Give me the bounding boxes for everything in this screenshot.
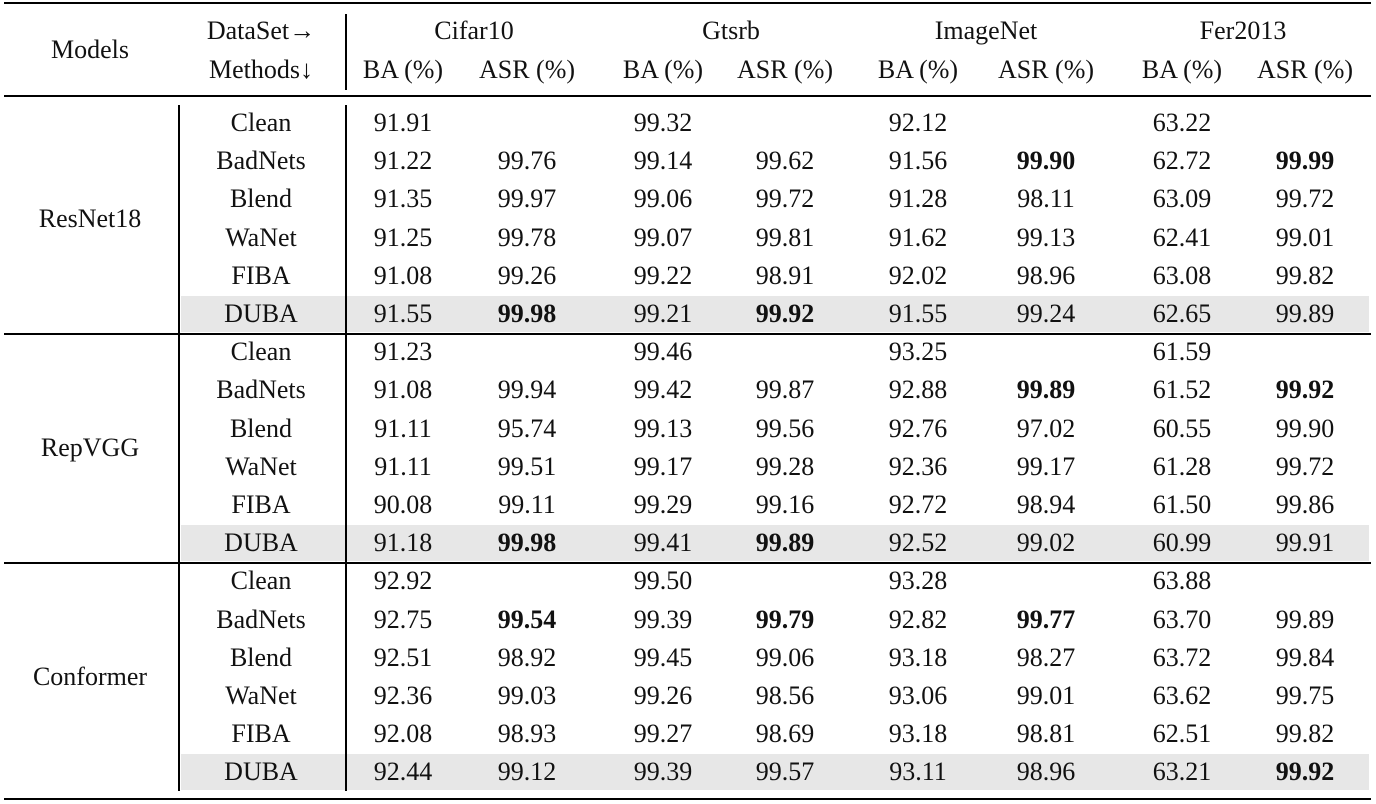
asr-value: 99.82	[1275, 719, 1335, 749]
group-separator	[4, 562, 1371, 564]
ba-value: 99.45	[633, 642, 693, 672]
asr-value: 99.54	[497, 604, 557, 634]
method-name: Clean	[230, 337, 292, 367]
ba-value: 93.28	[888, 566, 948, 596]
ba-value: 99.27	[633, 719, 693, 749]
asr-value: 99.90	[1016, 146, 1076, 176]
ba-value: 62.51	[1152, 719, 1212, 749]
asr-column-header: ASR (%)	[736, 55, 834, 84]
ba-value: 99.26	[633, 681, 693, 710]
ba-value: 99.39	[633, 757, 693, 787]
asr-value: 99.28	[755, 451, 815, 481]
ba-column-header: BA (%)	[877, 55, 959, 84]
method-name: FIBA	[231, 719, 291, 749]
asr-value: 99.62	[755, 146, 815, 176]
model-name: RepVGG	[40, 432, 140, 462]
asr-value: 99.72	[1275, 184, 1335, 214]
model-method-vline	[178, 105, 180, 791]
ba-value: 61.59	[1152, 337, 1212, 367]
method-name: BadNets	[216, 604, 306, 634]
method-name: FIBA	[231, 260, 291, 290]
dataset-header: Cifar10	[434, 16, 514, 45]
ba-value: 60.99	[1152, 528, 1212, 558]
model-name: ResNet18	[38, 203, 142, 233]
asr-value: 98.11	[1017, 184, 1075, 214]
method-name: Clean	[230, 566, 292, 596]
model-name: Conformer	[32, 661, 148, 691]
asr-value: 99.94	[497, 375, 557, 405]
asr-value: 99.98	[497, 299, 557, 328]
asr-value: 99.89	[1016, 375, 1076, 405]
asr-value: 99.72	[755, 184, 815, 214]
asr-value: 98.92	[497, 642, 557, 672]
ba-value: 99.06	[633, 184, 693, 214]
asr-value: 99.90	[1275, 413, 1335, 443]
ba-value: 92.08	[373, 719, 433, 749]
ba-value: 99.13	[633, 413, 693, 443]
method-name: Blend	[229, 413, 293, 443]
asr-value: 98.81	[1016, 719, 1076, 749]
ba-value: 99.42	[633, 375, 693, 405]
ba-value: 92.76	[888, 413, 948, 443]
asr-value: 99.99	[1275, 146, 1335, 176]
ba-value: 63.09	[1152, 184, 1212, 214]
asr-value: 99.97	[497, 184, 557, 214]
ba-value: 63.08	[1152, 260, 1212, 290]
asr-value: 99.78	[497, 222, 557, 252]
methods-axis-header: Methods↓	[209, 55, 313, 84]
asr-value: 99.12	[497, 757, 557, 787]
asr-value: 97.02	[1016, 413, 1076, 443]
dataset-header: Gtsrb	[702, 16, 760, 45]
ba-value: 93.18	[888, 642, 948, 672]
method-name: DUBA	[224, 757, 298, 787]
ba-value: 93.06	[888, 681, 948, 710]
asr-value: 99.24	[1016, 299, 1076, 328]
ba-value: 99.14	[633, 146, 693, 176]
method-name: DUBA	[224, 528, 298, 558]
asr-value: 98.96	[1016, 757, 1076, 787]
ba-value: 63.88	[1152, 566, 1212, 596]
asr-value: 95.74	[497, 413, 557, 443]
ba-value: 61.50	[1152, 490, 1212, 519]
header-rule	[4, 95, 1371, 97]
ba-value: 99.50	[633, 566, 693, 596]
asr-value: 98.56	[755, 681, 815, 710]
asr-value: 99.86	[1275, 490, 1335, 519]
asr-value: 99.57	[755, 757, 815, 787]
asr-column-header: ASR (%)	[1256, 55, 1354, 84]
asr-value: 99.75	[1275, 681, 1335, 710]
asr-value: 99.01	[1275, 222, 1335, 252]
ba-value: 62.41	[1152, 222, 1212, 252]
ba-value: 91.18	[373, 528, 433, 558]
ba-value: 92.12	[888, 108, 948, 137]
ba-value: 91.55	[373, 299, 433, 328]
asr-value: 99.81	[755, 222, 815, 252]
ba-value: 62.65	[1152, 299, 1212, 328]
method-name: Blend	[229, 184, 293, 214]
ba-value: 93.25	[888, 337, 948, 367]
ba-value: 92.92	[373, 566, 433, 596]
asr-value: 99.79	[755, 604, 815, 634]
asr-value: 99.13	[1016, 222, 1076, 252]
ba-column-header: BA (%)	[1141, 55, 1223, 84]
asr-column-header: ASR (%)	[478, 55, 576, 84]
ba-value: 92.72	[888, 490, 948, 519]
ba-value: 63.22	[1152, 108, 1212, 137]
asr-value: 99.03	[497, 681, 557, 710]
asr-value: 98.93	[497, 719, 557, 749]
ba-value: 99.32	[633, 108, 693, 137]
asr-value: 98.91	[755, 260, 815, 290]
asr-value: 99.92	[1275, 757, 1335, 787]
ba-value: 92.44	[373, 757, 433, 787]
asr-column-header: ASR (%)	[997, 55, 1095, 84]
ba-value: 92.88	[888, 375, 948, 405]
ba-value: 93.11	[889, 757, 947, 787]
asr-value: 98.69	[755, 719, 815, 749]
models-header: Models	[51, 35, 129, 64]
ba-value: 91.11	[374, 413, 432, 443]
ba-value: 91.22	[373, 146, 433, 176]
dataset-axis-header: DataSet→	[206, 16, 316, 45]
asr-value: 99.89	[755, 528, 815, 558]
asr-value: 98.94	[1016, 490, 1076, 519]
asr-value: 98.96	[1016, 260, 1076, 290]
ba-value: 99.21	[633, 299, 693, 328]
ba-value: 92.36	[373, 681, 433, 710]
asr-value: 99.76	[497, 146, 557, 176]
ba-value: 99.07	[633, 222, 693, 252]
ba-value: 63.21	[1152, 757, 1212, 787]
dataset-header: ImageNet	[934, 16, 1038, 45]
ba-value: 91.23	[373, 337, 433, 367]
asr-value: 99.92	[755, 299, 815, 328]
ba-value: 91.56	[888, 146, 948, 176]
asr-value: 99.98	[497, 528, 557, 558]
ba-value: 93.18	[888, 719, 948, 749]
ba-value: 92.02	[888, 260, 948, 290]
ba-value: 91.25	[373, 222, 433, 252]
ba-value: 92.36	[888, 451, 948, 481]
method-name: FIBA	[231, 490, 291, 519]
ba-column-header: BA (%)	[362, 55, 444, 84]
ba-column-header: BA (%)	[622, 55, 704, 84]
ba-value: 91.08	[373, 375, 433, 405]
asr-value: 99.77	[1016, 604, 1076, 634]
header-vline	[345, 14, 347, 90]
ba-value: 99.46	[633, 337, 693, 367]
ba-value: 92.51	[373, 642, 433, 672]
ba-value: 91.62	[888, 222, 948, 252]
ba-value: 63.72	[1152, 642, 1212, 672]
asr-value: 99.01	[1016, 681, 1076, 710]
asr-value: 99.91	[1275, 528, 1335, 558]
ba-value: 91.55	[888, 299, 948, 328]
ba-value: 91.91	[373, 108, 433, 137]
top-rule	[4, 2, 1371, 4]
ba-value: 61.52	[1152, 375, 1212, 405]
method-name: BadNets	[216, 146, 306, 176]
asr-value: 99.11	[498, 490, 556, 519]
ba-value: 91.11	[374, 451, 432, 481]
asr-value: 99.89	[1275, 604, 1335, 634]
ba-value: 99.39	[633, 604, 693, 634]
ba-value: 92.75	[373, 604, 433, 634]
ba-value: 61.28	[1152, 451, 1212, 481]
group-separator	[4, 333, 1371, 335]
ba-value: 92.52	[888, 528, 948, 558]
method-name: WaNet	[225, 451, 297, 481]
asr-value: 99.82	[1275, 260, 1335, 290]
ba-value: 92.82	[888, 604, 948, 634]
method-name: Blend	[229, 642, 293, 672]
asr-value: 99.72	[1275, 451, 1335, 481]
ba-value: 99.22	[633, 260, 693, 290]
asr-value: 99.17	[1016, 451, 1076, 481]
ba-value: 62.72	[1152, 146, 1212, 176]
method-name: WaNet	[225, 222, 297, 252]
ba-value: 99.17	[633, 451, 693, 481]
ba-value: 91.35	[373, 184, 433, 214]
asr-value: 99.92	[1275, 375, 1335, 405]
ba-value: 63.70	[1152, 604, 1212, 634]
asr-value: 99.06	[755, 642, 815, 672]
bottom-rule	[4, 798, 1371, 800]
dataset-header: Fer2013	[1199, 16, 1287, 45]
method-name: DUBA	[224, 299, 298, 328]
asr-value: 98.27	[1016, 642, 1076, 672]
asr-value: 99.89	[1275, 299, 1335, 328]
ba-value: 63.62	[1152, 681, 1212, 710]
ba-value: 99.41	[633, 528, 693, 558]
asr-value: 99.84	[1275, 642, 1335, 672]
ba-value: 90.08	[373, 490, 433, 519]
ba-value: 91.08	[373, 260, 433, 290]
ba-value: 91.28	[888, 184, 948, 214]
method-name: Clean	[230, 108, 292, 137]
asr-value: 99.56	[755, 413, 815, 443]
ba-value: 60.55	[1152, 413, 1212, 443]
asr-value: 99.26	[497, 260, 557, 290]
asr-value: 99.87	[755, 375, 815, 405]
asr-value: 99.02	[1016, 528, 1076, 558]
method-value-vline	[345, 105, 347, 791]
method-name: BadNets	[216, 375, 306, 405]
ba-value: 99.29	[633, 490, 693, 519]
asr-value: 99.16	[755, 490, 815, 519]
asr-value: 99.51	[497, 451, 557, 481]
method-name: WaNet	[225, 681, 297, 710]
